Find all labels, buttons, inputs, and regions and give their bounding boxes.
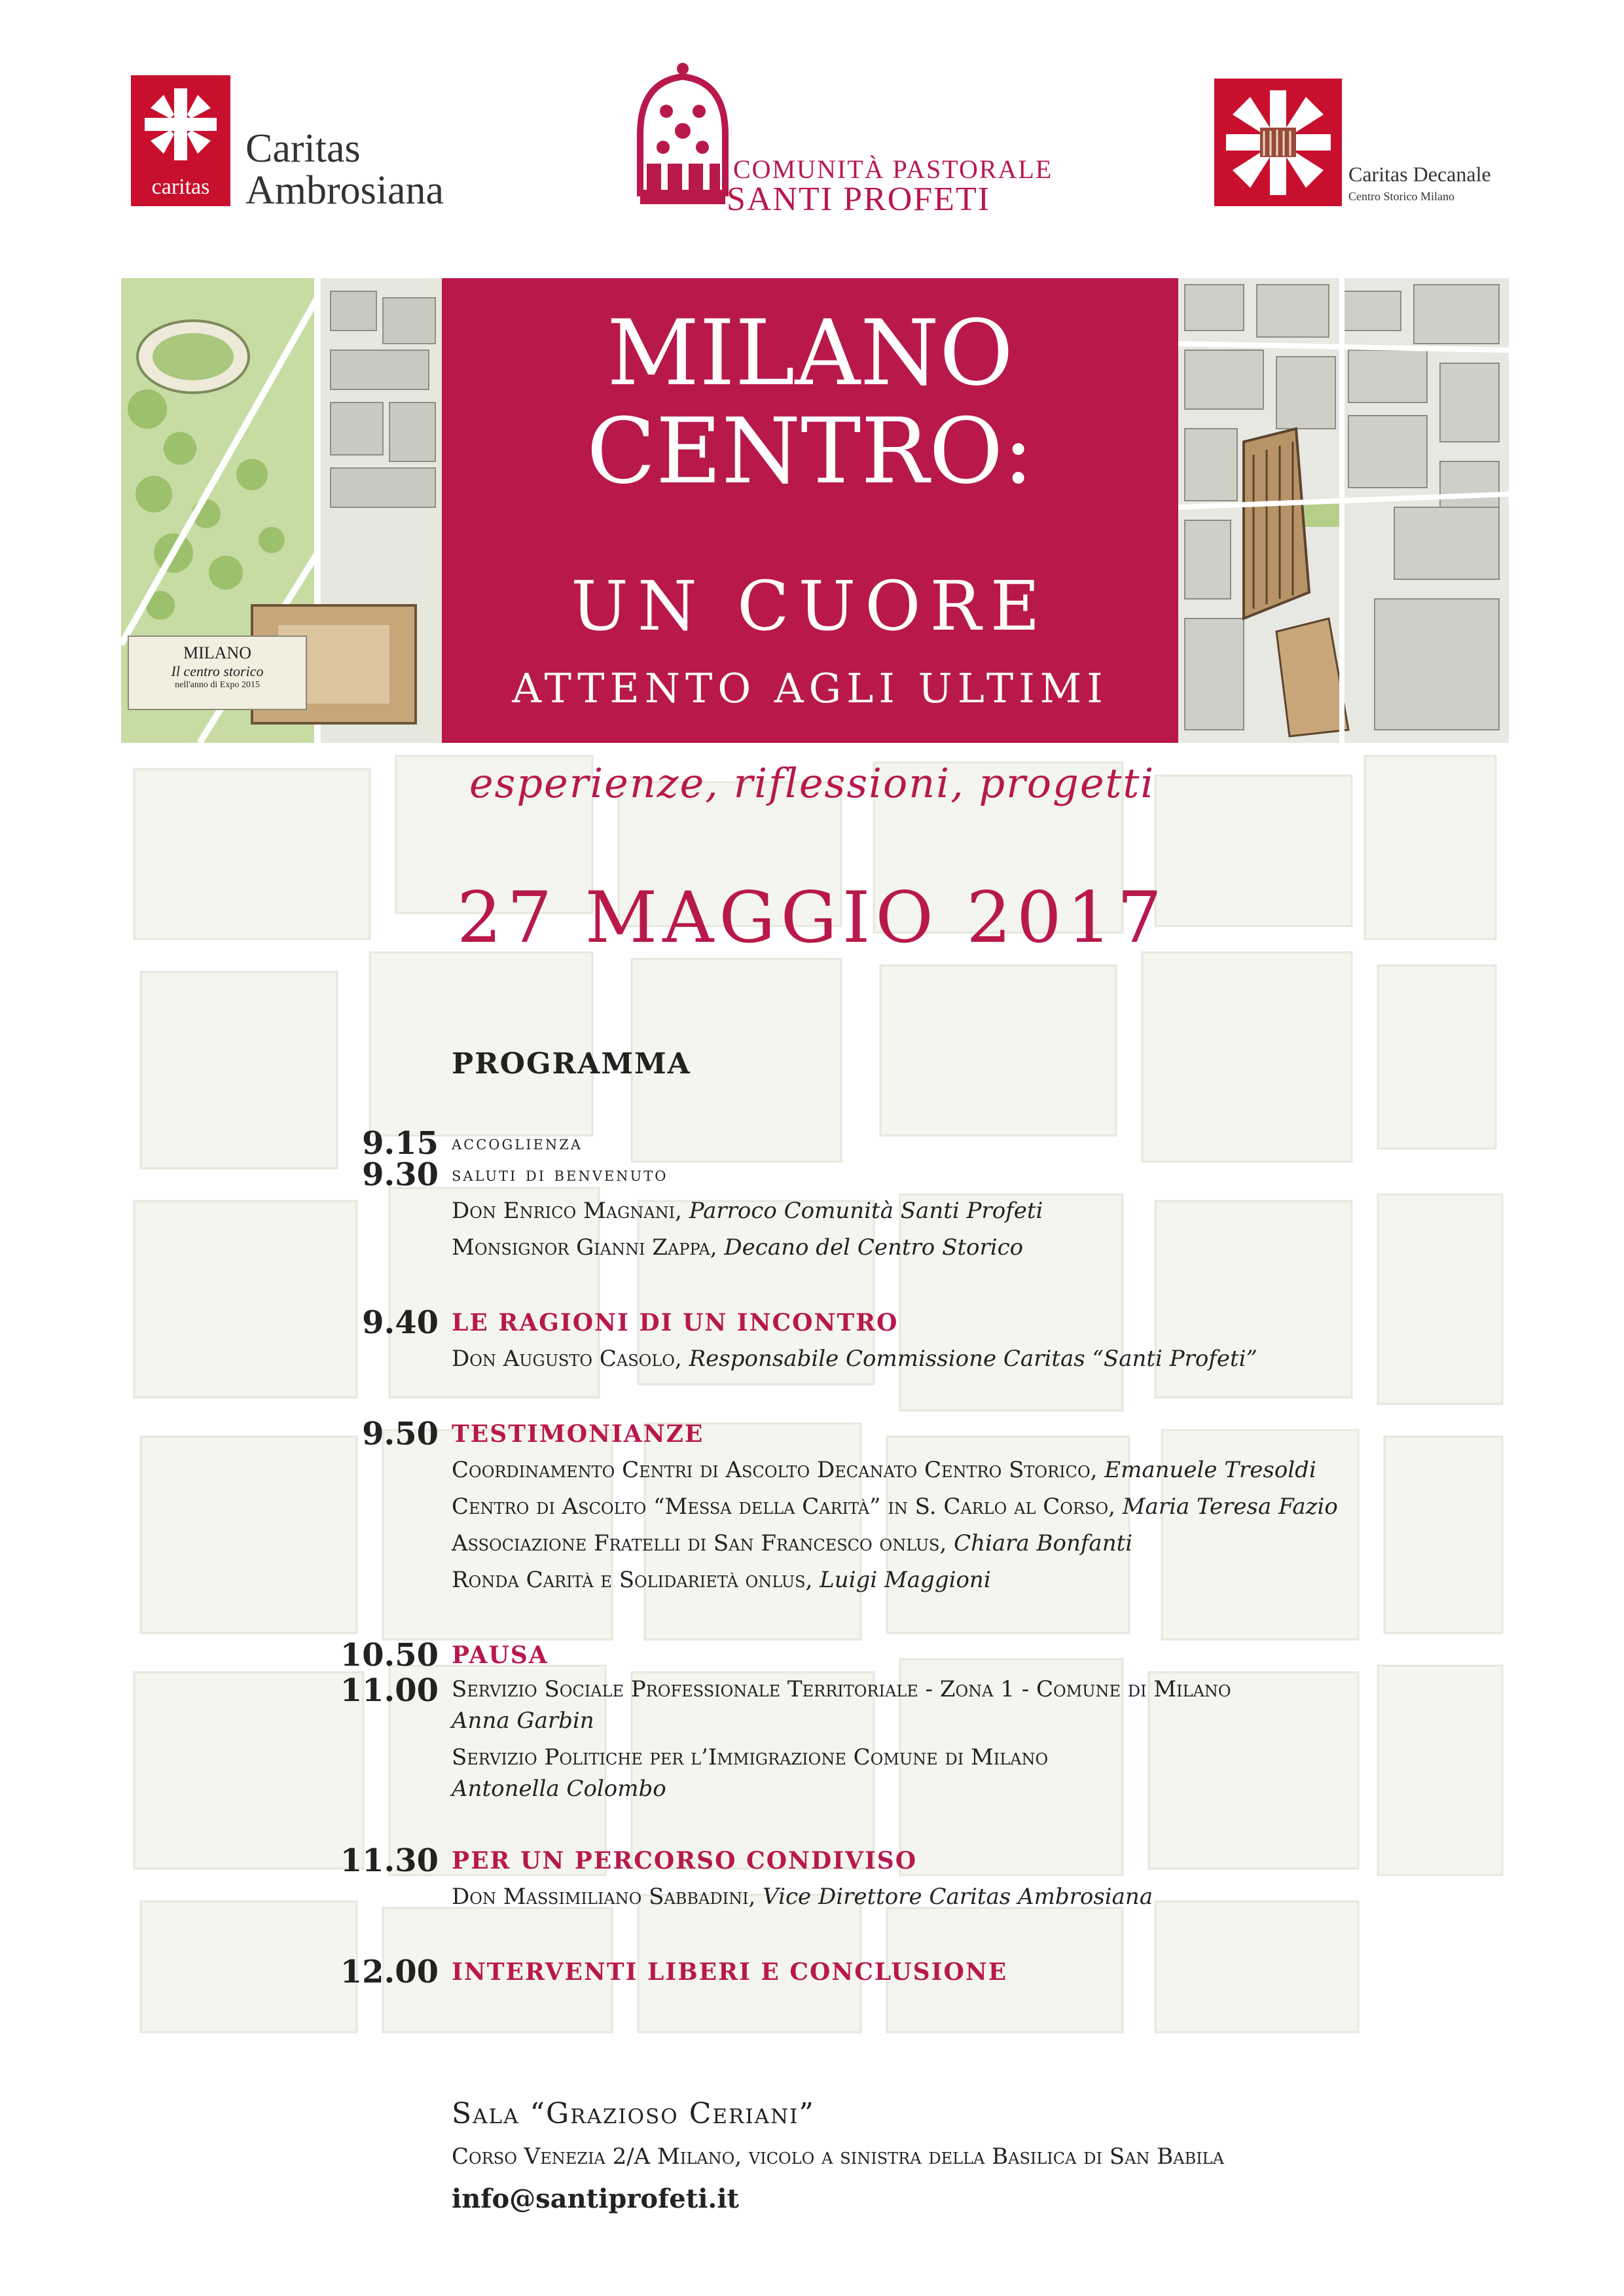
organization-name: Servizio Politiche per l’Immigrazione Comune di Milano: [452, 1744, 1049, 1770]
speaker-role: Chiara Bonfanti: [954, 1530, 1133, 1556]
schedule-item: [327, 1843, 1538, 1915]
speaker-name: Associazione Fratelli di San Francesco onlus,: [452, 1530, 954, 1556]
santi-profeti-logo: [589, 62, 1053, 218]
schedule-time: 9.50: [362, 1416, 439, 1452]
schedule-time: 12.00: [340, 1954, 439, 1990]
caritas-name-line1: Caritas: [245, 126, 361, 171]
caritas-decanale-name: Caritas Decanale: [1348, 162, 1491, 186]
schedule-title: INTERVENTI LIBERI E CONCLUSIONE: [452, 1958, 1008, 1986]
map-label-note: nell'anno di Expo 2015: [175, 680, 260, 690]
caritas-name-line2: Ambrosiana: [245, 168, 444, 213]
event-subtitle: esperienze, riflessioni, progetti: [469, 759, 1155, 807]
caritas-ambrosiana-name: [245, 128, 444, 211]
contact-email[interactable]: info@santiprofeti.it: [452, 2183, 740, 2214]
speaker-name: Don Massimiliano Sabbadini,: [452, 1884, 763, 1910]
speaker-name: Coordinamento Centri di Ascolto Decanato Centro Storico,: [452, 1457, 1105, 1483]
map-label-subtitle: Il centro storico: [171, 663, 264, 679]
schedule-time: 9.15: [362, 1125, 439, 1162]
speaker-line: [452, 1878, 1538, 1915]
speaker-name: Centro di Ascolto “Messa della Carità” in S. Carlo al Corso,: [452, 1494, 1123, 1520]
map-left-image: [121, 278, 442, 743]
schedule-time: 9.40: [362, 1304, 439, 1341]
organization-name: Servizio Sociale Professionale Territoriale - Zona 1 - Comune di Milano: [452, 1676, 1231, 1702]
schedule-title: LE RAGIONI DI UN INCONTRO: [452, 1309, 899, 1336]
schedule-title: PAUSA: [452, 1641, 549, 1669]
speaker-role: Parroco Comunità Santi Profeti: [689, 1198, 1043, 1224]
speaker-line: [452, 1229, 1538, 1266]
title-banner: [442, 278, 1178, 743]
caritas-ambrosiana-logo: [131, 75, 497, 213]
schedule-item: [327, 1638, 1538, 1673]
person-name: Anna Garbin: [452, 1708, 594, 1734]
speaker-role: Vice Direttore Caritas Ambrosiana: [763, 1884, 1153, 1910]
schedule-title: accoglienza: [452, 1132, 583, 1155]
schedule-time: 11.30: [340, 1842, 439, 1879]
venue-name: Sala “Grazioso Ceriani”: [452, 2097, 815, 2130]
schedule-time: 11.00: [340, 1672, 439, 1709]
venue-info: [452, 2094, 1224, 2219]
schedule-title: PER UN PERCORSO CONDIVISO: [452, 1847, 918, 1874]
speaker-role: Responsabile Commissione Caritas “Santi Profeti”: [689, 1346, 1257, 1372]
speaker-line: [452, 1488, 1538, 1525]
schedule-item: [327, 1416, 1538, 1598]
speaker-line: [452, 1193, 1538, 1229]
schedule-title: TESTIMONIANZE: [452, 1420, 704, 1448]
schedule-item: [327, 1305, 1538, 1377]
speaker-role: Emanuele Tresoldi: [1104, 1457, 1316, 1483]
venue-address: Corso Venezia 2/A Milano, vicolo a sinistra della Basilica di San Babila: [452, 2144, 1224, 2170]
speaker-line: [452, 1525, 1538, 1562]
caritas-tag: caritas: [151, 175, 210, 199]
church-icon: [634, 62, 732, 213]
schedule-item: [327, 1125, 1538, 1162]
speaker-name: Don Enrico Magnani,: [452, 1198, 689, 1224]
caritas-decanale-cross-icon: [1214, 79, 1342, 206]
speaker-line: [452, 1340, 1538, 1377]
banner-line2: CENTRO:: [586, 399, 1034, 504]
schedule-time: 10.50: [340, 1637, 439, 1674]
santi-profeti-line1: COMUNITÀ PASTORALE: [733, 154, 1053, 184]
map-label: [128, 636, 307, 710]
schedule-item: [327, 1673, 1538, 1804]
banner-line1: MILANO: [607, 300, 1013, 406]
speaker-role: Luigi Maggioni: [820, 1567, 991, 1593]
caritas-decanale-sub: Centro Storico Milano: [1348, 190, 1454, 203]
banner-line3: UN CUORE: [571, 566, 1049, 646]
speaker-role: Maria Teresa Fazio: [1122, 1494, 1338, 1520]
schedule-time: 9.30: [362, 1157, 439, 1193]
speaker-line: [452, 1562, 1538, 1598]
schedule-item: [327, 1954, 1538, 1990]
programma-heading: PROGRAMMA: [452, 1047, 691, 1081]
caritas-cross-icon: [131, 75, 230, 206]
schedule-title: saluti di benvenuto: [452, 1163, 668, 1186]
speaker-name: Don Augusto Casolo,: [452, 1346, 689, 1372]
schedule-item: [327, 1157, 1538, 1266]
speaker-name: Monsignor Gianni Zappa,: [452, 1234, 725, 1261]
banner-line4: ATTENTO AGLI ULTIMI: [512, 664, 1108, 712]
map-right-image: [1178, 278, 1509, 743]
speaker-line: [452, 1452, 1538, 1488]
event-date: 27 MAGGIO 2017: [456, 877, 1168, 959]
speaker-role: Decano del Centro Storico: [724, 1234, 1024, 1261]
speaker-name: Ronda Carità e Solidarietà onlus,: [452, 1567, 820, 1593]
map-label-title: MILANO: [183, 643, 251, 662]
person-name: Antonella Colombo: [452, 1776, 666, 1802]
caritas-decanale-logo: [1214, 79, 1515, 209]
schedule: [327, 1126, 1538, 1990]
santi-profeti-line2: SANTI PROFETI: [727, 181, 991, 218]
